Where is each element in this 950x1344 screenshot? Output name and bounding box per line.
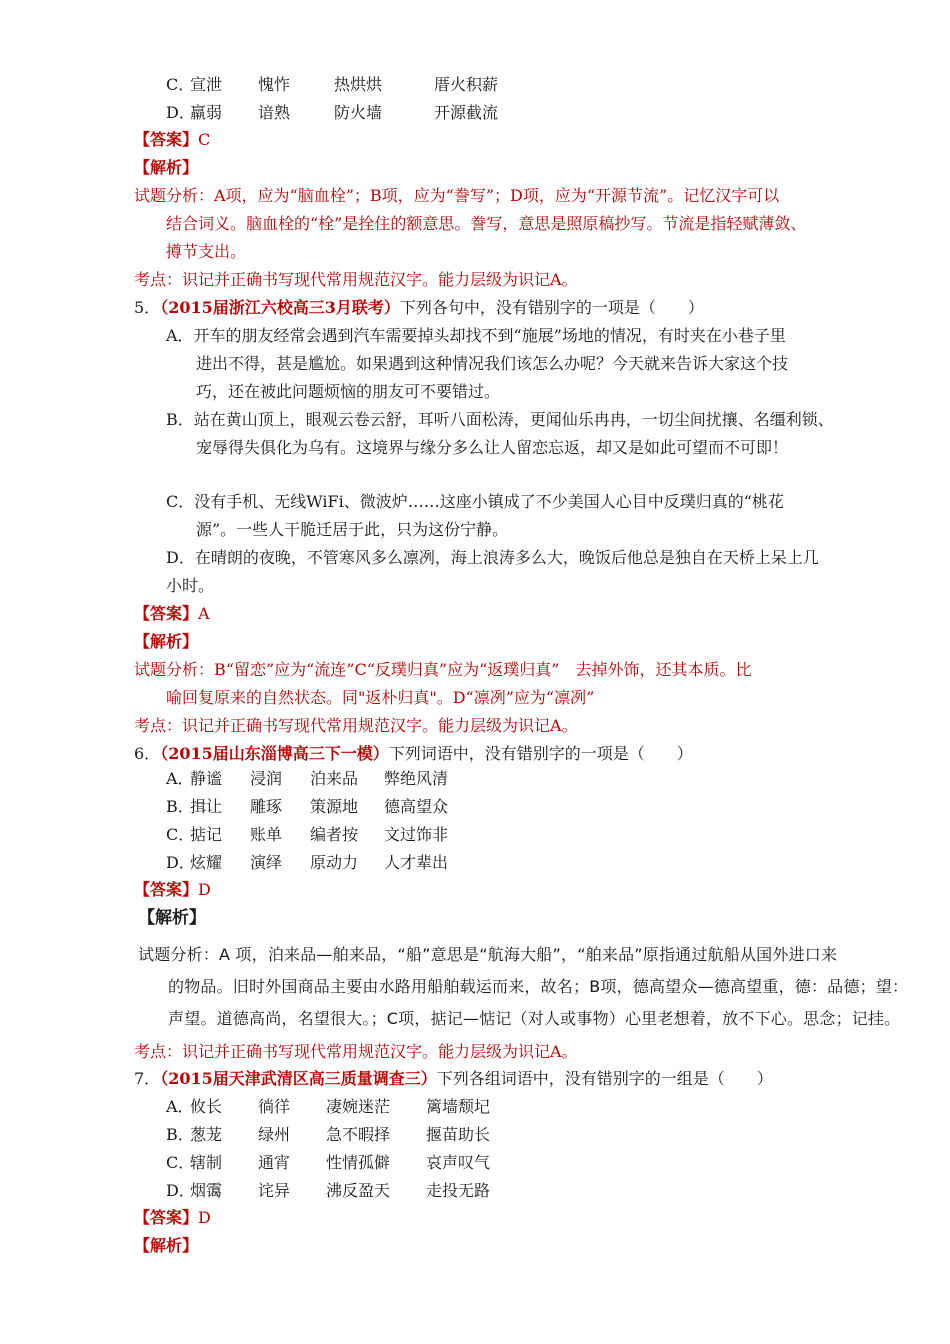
answer-label: 【答案】 (134, 1208, 199, 1227)
kaodian-line: 考点：识记并正确书写现代常用规范汉字。能力层级为识记A。 (134, 1042, 578, 1061)
question-stem: 下列各句中，没有错别字的一项是（ ） (399, 298, 704, 317)
question-number: 5． (134, 298, 161, 317)
option-word: 烟霭 (190, 1181, 223, 1200)
q5-option-b-line: B．站在黄山顶上，眼观云卷云舒，耳听八面松涛，更闻仙乐冉冉，一切尘间扰攘、名缰利锁、 (166, 410, 834, 429)
option-word: 开源截流 (434, 103, 499, 122)
answer-label: 【答案】 (134, 880, 199, 899)
option-word: 性情孤僻 (326, 1153, 391, 1172)
q5-option-d-line: D．在晴朗的夜晚，不管寒风多么凛冽，海上浪涛多么大，晚饭后他总是独自在天桥上呆上几 (166, 548, 819, 567)
question-number: 7． (134, 1069, 161, 1088)
question-5-stem (134, 296, 704, 320)
q5-option-d-line: 小时。 (166, 576, 215, 595)
option-word: 策源地 (310, 797, 359, 816)
option-word: 防火墙 (334, 103, 383, 122)
option-word: 宣泄 (190, 75, 223, 94)
option-word: 辖制 (190, 1153, 223, 1172)
option-word: 谙熟 (258, 103, 291, 122)
option-label: D． (166, 853, 195, 872)
kaodian-line: 考点：识记并正确书写现代常用规范汉字。能力层级为识记A。 (134, 270, 578, 289)
analysis-label: 【解析】 (134, 158, 199, 177)
answer-value: C (198, 130, 211, 149)
option-label: B． (166, 797, 194, 816)
analysis-label: 【解析】 (134, 632, 199, 651)
analysis-line: 声望。道德高尚，名望很大。；C项，掂记—惦记（对人或事物）心里老想着，放不下心。思念；记挂。 (168, 1009, 901, 1028)
option-word: 掂记 (190, 825, 223, 844)
question-6-stem (134, 742, 693, 766)
analysis-label: 【解析】 (134, 1236, 199, 1255)
question-stem: 下列各组词语中，没有错别字的一组是（ ） (436, 1069, 773, 1088)
option-word: 编者按 (310, 825, 359, 844)
option-word: 原动力 (310, 853, 359, 872)
option-word: 愧怍 (258, 75, 291, 94)
option-word: 演绎 (250, 853, 283, 872)
option-word: 哀声叹气 (426, 1153, 491, 1172)
question-source: （2015届天津武清区高三质量调查三） (160, 1069, 437, 1088)
question-stem: 下列词语中，没有错别字的一项是（ ） (388, 744, 693, 763)
option-word: 凄婉迷茫 (326, 1097, 391, 1116)
kaodian-line: 考点：识记并正确书写现代常用规范汉字。能力层级为识记A。 (134, 716, 578, 735)
question-source: （2015届浙江六校高三3月联考） (160, 298, 400, 317)
option-word: 揖让 (190, 797, 223, 816)
option-word: 急不暇择 (326, 1125, 391, 1144)
answer-line (134, 602, 210, 626)
answer-line (134, 128, 210, 152)
option-word: 葱茏 (190, 1125, 223, 1144)
option-label: C． (166, 1153, 195, 1172)
option-word: 热烘烘 (334, 75, 383, 94)
option-word: 炫耀 (190, 853, 223, 872)
analysis-line: 试题分析：A 项，泊来品—舶来品，“船”意思是“航海大船”，“舶来品”原指通过航船从国外进口来 (138, 945, 838, 964)
option-word: 浸润 (250, 769, 283, 788)
q5-option-a-line: 巧，还在被此问题烦恼的朋友可不要错过。 (196, 382, 501, 401)
q5-option-c-line: C．没有手机、无线WiFi、微波炉……这座小镇成了不少美国人心目中反璞归真的“桃花 (166, 492, 784, 511)
option-word: 静谧 (190, 769, 223, 788)
option-word: 通宵 (258, 1153, 291, 1172)
answer-value: D (198, 1208, 211, 1227)
option-label: D． (166, 1181, 195, 1200)
answer-value: A (198, 604, 210, 623)
answer-line (134, 878, 211, 902)
analysis-line: 的物品。旧时外国商品主要由水路用船舶载运而来，故名；B项，德高望众—德高望重，德：品德；望： (168, 977, 909, 996)
option-word: 弊绝风清 (384, 769, 449, 788)
option-label: C． (166, 825, 195, 844)
option-word: 羸弱 (190, 103, 223, 122)
option-word: 走投无路 (426, 1181, 491, 1200)
answer-label: 【答案】 (134, 130, 199, 149)
option-word: 文过饰非 (384, 825, 449, 844)
option-label: A． (166, 769, 194, 788)
q5-option-a-line: A．开车的朋友经常会遇到汽车需要掉头却找不到“施展”场地的情况，有时夹在小巷子里 (166, 326, 786, 345)
analysis-line: 试题分析：B“留恋”应为“流连”C“反璞归真”应为“返璞归真” 去掉外饰，还其本质。比 (134, 660, 752, 679)
option-label: C． (166, 75, 195, 94)
option-word: 诧异 (258, 1181, 291, 1200)
option-word: 德高望众 (384, 797, 449, 816)
question-number: 6． (134, 744, 161, 763)
answer-value: D (198, 880, 211, 899)
question-7-stem (134, 1067, 773, 1091)
option-word: 揠苗助长 (426, 1125, 491, 1144)
option-word: 绿州 (258, 1125, 291, 1144)
analysis-label: 【解析】 (138, 908, 206, 928)
option-word: 雕琢 (250, 797, 283, 816)
analysis-line: 结合词义。脑血栓的“栓”是拴住的额意思。誊写，意思是照原稿抄写。节流是指轻赋薄敛、 (166, 214, 807, 233)
option-word: 篱墙颓圮 (426, 1097, 491, 1116)
analysis-line: 喻回复原来的自然状态。同"返朴归真"。D“凛冽”应为“凛冽” (166, 688, 595, 707)
option-word: 厝火积薪 (434, 75, 499, 94)
answer-label: 【答案】 (134, 604, 199, 623)
analysis-line: 试题分析：A项，应为“脑血栓”；B项，应为“誊写”；D项，应为“开源节流”。记忆汉字可以 (134, 186, 780, 205)
q5-option-a-line: 进出不得，甚是尴尬。如果遇到这种情况我们该怎么办呢？今天就来告诉大家这个技 (196, 354, 789, 373)
option-word: 泊来品 (310, 769, 359, 788)
q5-option-b-line: 宠辱得失俱化为乌有。这境界与缘分多么让人留恋忘返，却又是如此可望而不可即！ (196, 438, 789, 457)
option-word: 攸长 (190, 1097, 223, 1116)
option-word: 徜徉 (258, 1097, 291, 1116)
option-word: 账单 (250, 825, 283, 844)
option-word: 沸反盈天 (326, 1181, 391, 1200)
answer-line (134, 1206, 211, 1230)
question-source: （2015届山东淄博高三下一模） (160, 744, 389, 763)
option-word: 人才辈出 (384, 853, 449, 872)
option-label: A． (166, 1097, 194, 1116)
option-label: B． (166, 1125, 194, 1144)
option-label: D． (166, 103, 195, 122)
analysis-line: 撙节支出。 (166, 242, 247, 261)
q5-option-c-line: 源”。一些人干脆迁居于此，只为这份宁静。 (196, 520, 509, 539)
